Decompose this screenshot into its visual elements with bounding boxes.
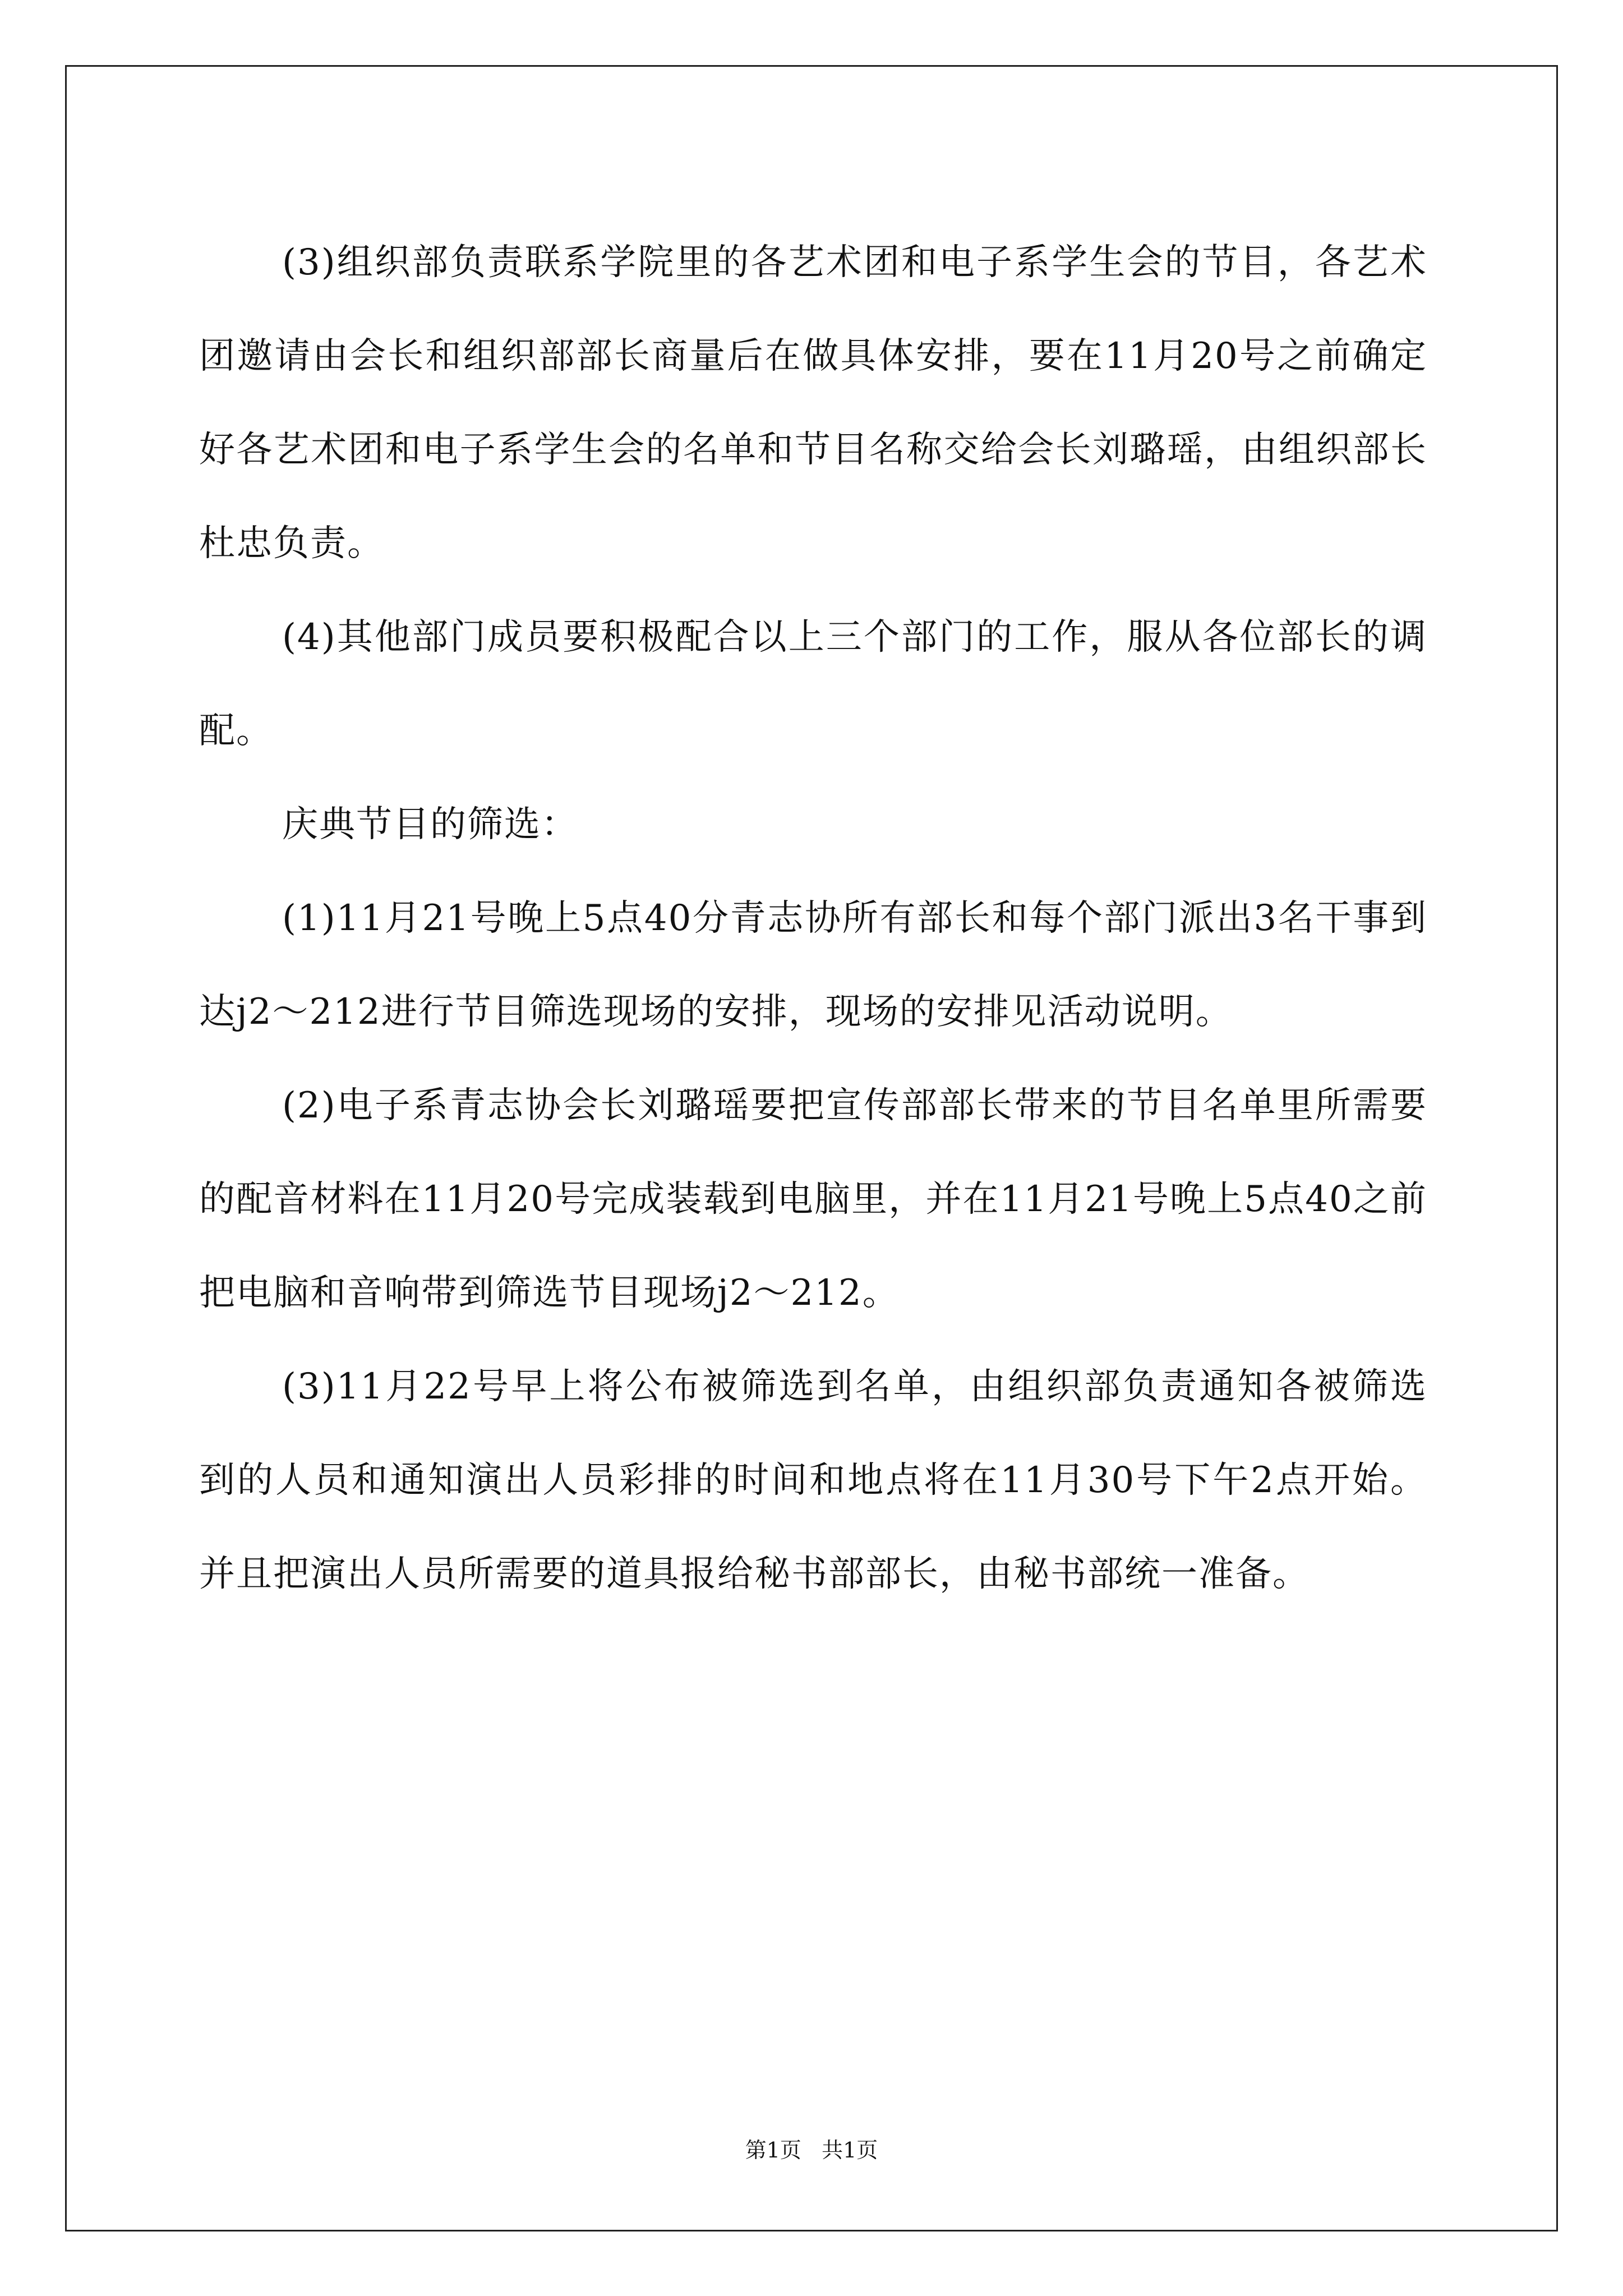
paragraph-selection-heading: 庆典节目的筛选： <box>282 804 578 845</box>
paragraph-selection-step-3: (3)11月22号早上将公布被筛选到名单，由组织部负责通知各被筛选到的人员和通知演出人员彩排的时间和地点将在11月30号下午2点开始。并且把演出人员所需要的道具报给秘书部部长，由秘书部统一准备。 <box>199 1366 1427 1595</box>
paragraph-organization-dept: (3)组织部负责联系学院里的各艺术团和电子系学生会的节目，各艺术团邀请由会长和组织部部长商量后在做具体安排，要在11月20号之前确定好各艺术团和电子系学生会的名单和节目名称交给会长刘璐瑶，由组织部长杜忠负责。 <box>199 242 1427 564</box>
paragraph-selection-step-1: (1)11月21号晚上5点40分青志协所有部长和每个部门派出3名干事到达j2～212进行节目筛选现场的安排，现场的安排见活动说明。 <box>199 898 1427 1033</box>
document-body <box>199 216 1427 1621</box>
paragraph-other-depts: (4)其他部门成员要积极配合以上三个部门的工作，服从各位部长的调配。 <box>199 616 1427 752</box>
page-footer: 第1页 共1页 <box>745 2138 878 2162</box>
paragraph-selection-step-2: (2)电子系青志协会长刘璐瑶要把宣传部部长带来的节目名单里所需要的配音材料在11月20号完成装载到电脑里，并在11月21号晚上5点40之前把电脑和音响带到筛选节目现场j2～212。 <box>199 1085 1427 1314</box>
